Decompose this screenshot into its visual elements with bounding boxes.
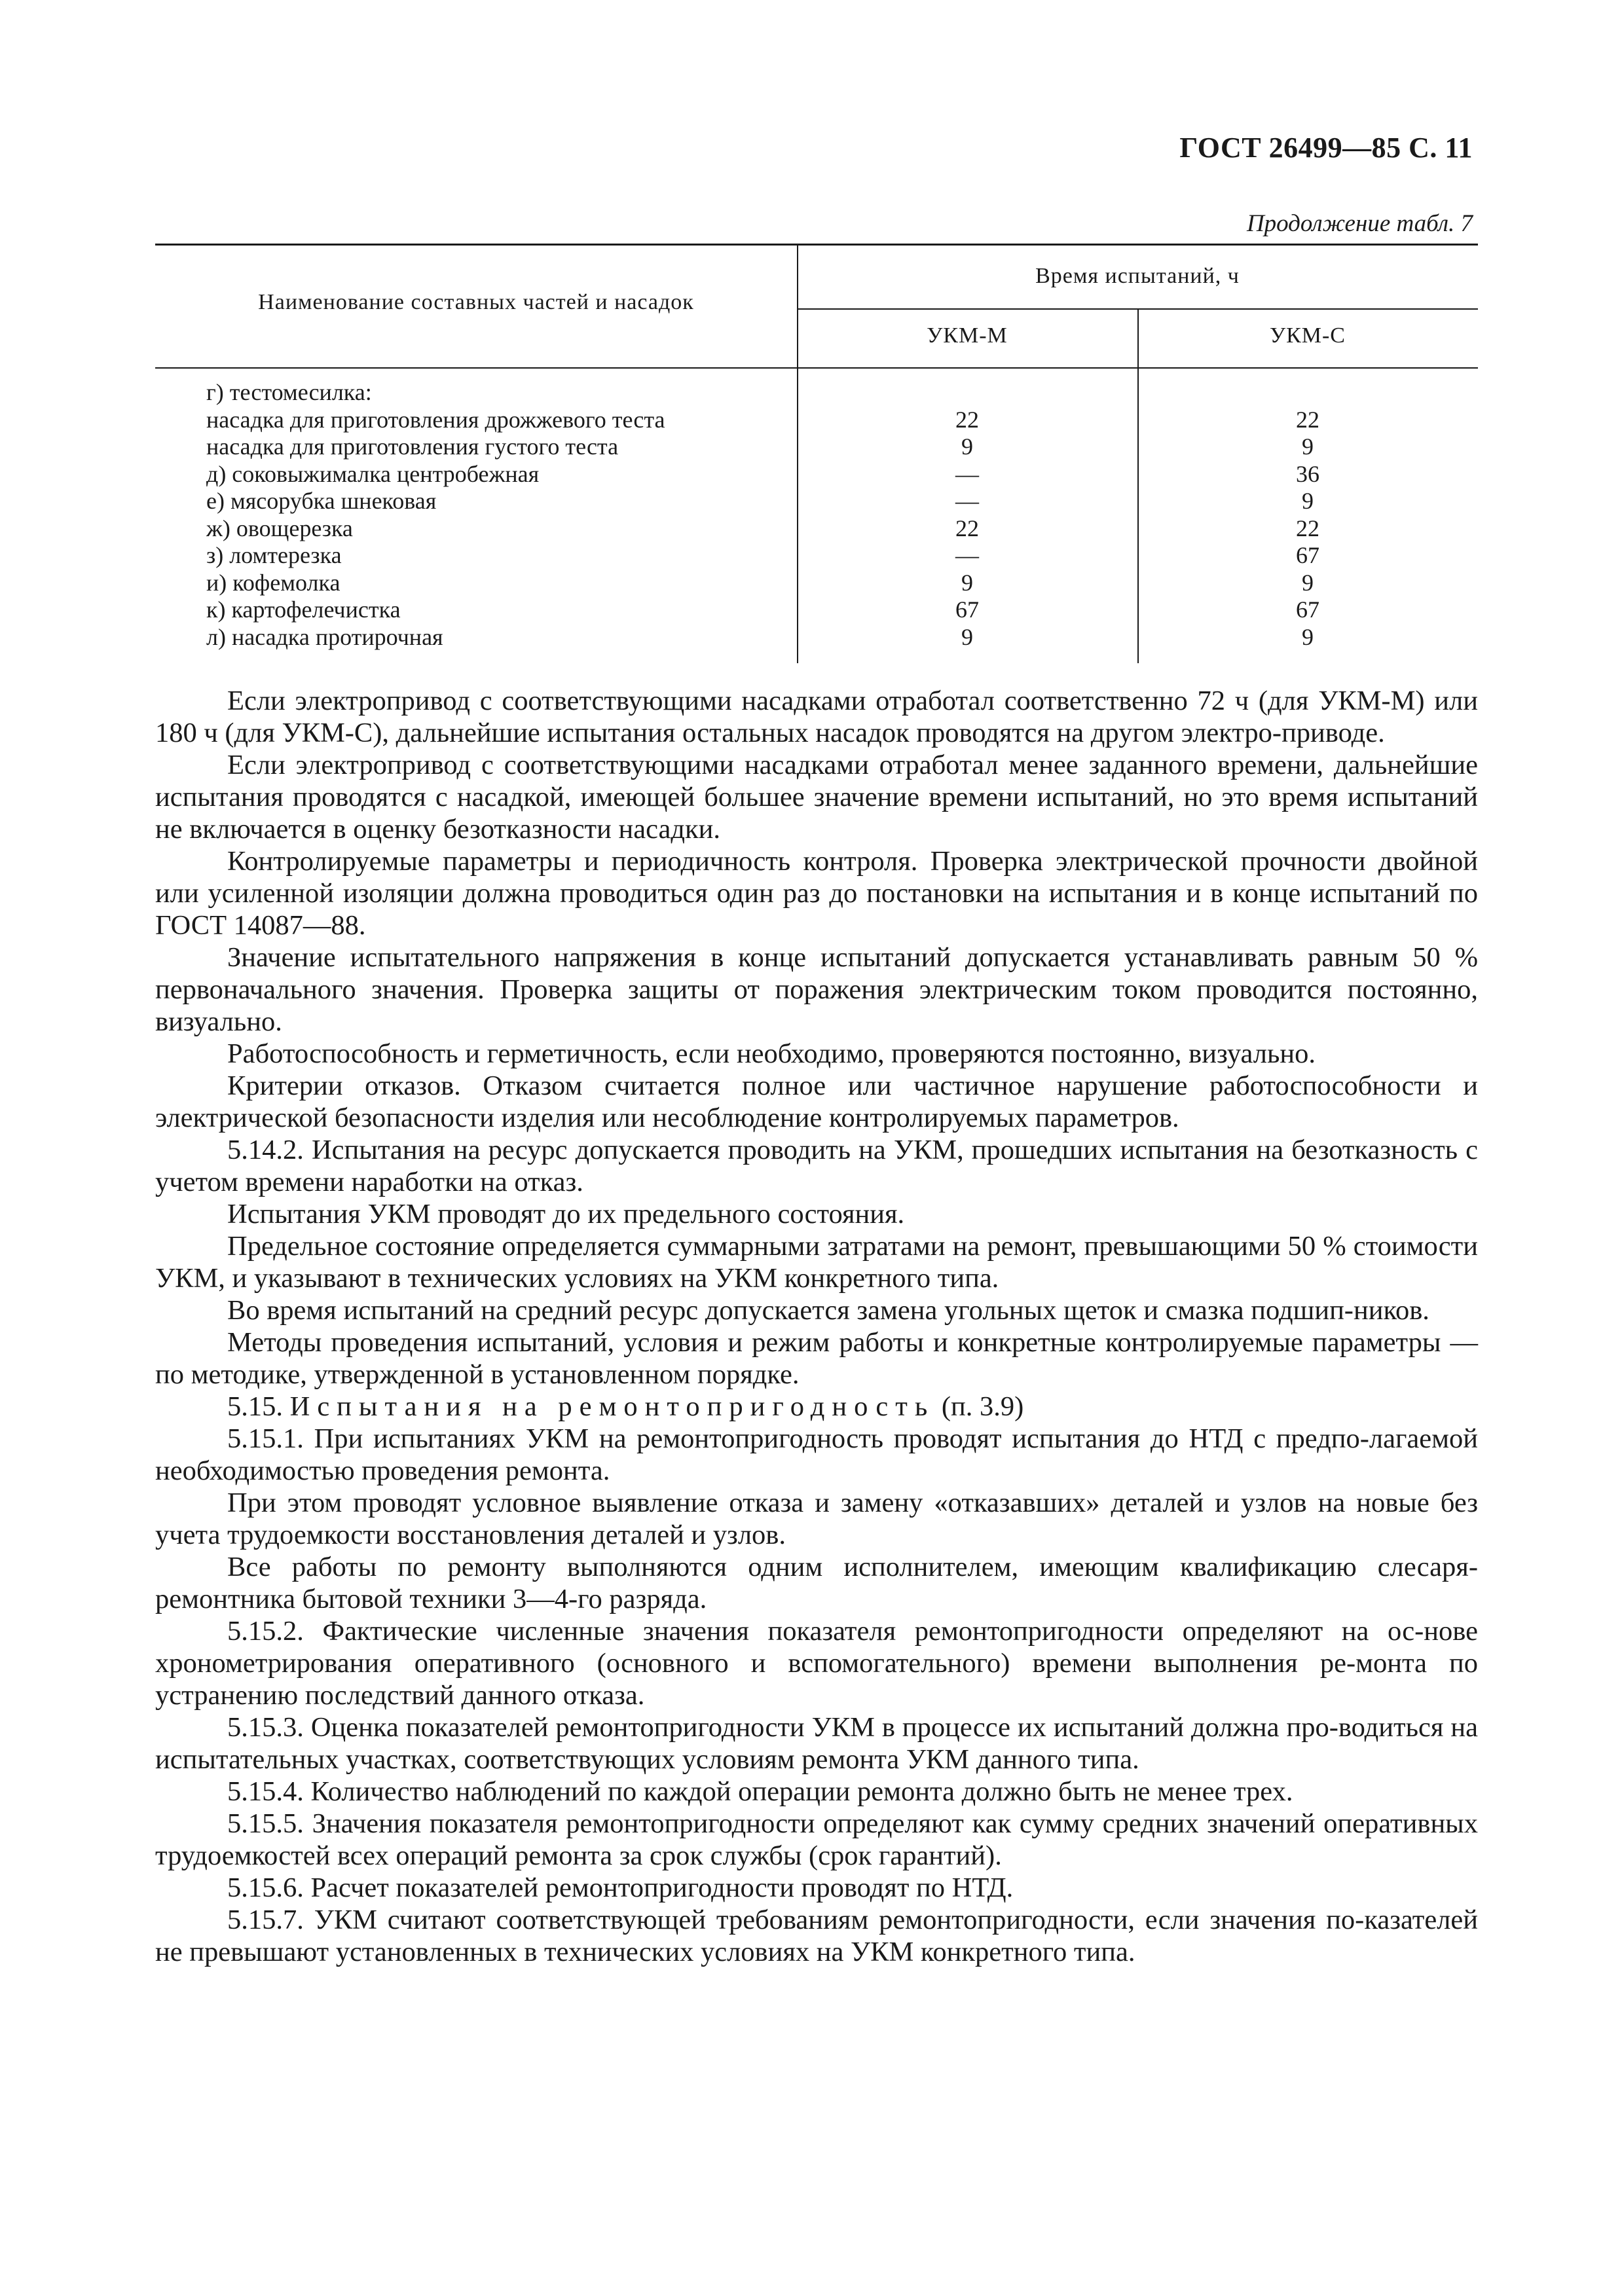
table-row xyxy=(155,515,1478,543)
row-ukm-m: — xyxy=(955,542,979,568)
paragraph: 5.15.5. Значения показателя ремонтопригодности определяют как сумму средних значений оперативных трудоемкостей всех операций ремонта за срок службы (срок гарантий). xyxy=(155,1808,1478,1871)
paragraph: 5.14.2. Испытания на ресурс допускается проводить на УКМ, прошедших испытания на безотказность с учетом времени наработки на отказ. xyxy=(155,1135,1478,1197)
row-ukm-c: 9 xyxy=(1302,569,1314,596)
paragraph: 5.15.6. Расчет показателей ремонтопригодности проводят по НТД. xyxy=(227,1872,1014,1903)
paragraph: 5.15.7. УКМ считают соответствующей требованиям ремонтопригодности, если значения по-казателей не превышают установленных в технических условиях на УКМ конкретного типа. xyxy=(155,1904,1478,1967)
paragraph: Контролируемые параметры и периодичность контроля. Проверка электрической прочности двойной или усиленной изоляции должна проводиться один раз до постановки на испытания и в конце испытаний по ГОСТ 14087—88. xyxy=(155,846,1478,941)
table-row xyxy=(155,542,1478,570)
paragraph: Критерии отказов. Отказом считается полное или частичное нарушение работоспособности и электрической безопасности изделия или несоблюдение контролируемых параметров. xyxy=(155,1070,1478,1133)
table-row xyxy=(155,379,1478,407)
row-ukm-m: 22 xyxy=(955,406,979,433)
table-header-ukm-c: УКМ-С xyxy=(1270,323,1346,348)
row-name: насадка для приготовления дрожжевого теста xyxy=(206,406,665,433)
row-ukm-c: 22 xyxy=(1296,406,1319,433)
section-number: 5.15. xyxy=(227,1391,283,1422)
table-row xyxy=(155,433,1478,461)
page-header-title: ГОСТ 26499—85 С. 11 xyxy=(1179,132,1473,164)
row-ukm-c: 9 xyxy=(1302,488,1314,514)
row-ukm-c: 9 xyxy=(1302,623,1314,650)
row-ukm-m: 9 xyxy=(961,623,973,650)
table-header-name: Наименование составных частей и насадок xyxy=(258,290,694,314)
row-name: к) картофелечистка xyxy=(206,596,401,623)
section-title: Испытания на ремонтопригодность xyxy=(289,1391,935,1422)
paragraph: Предельное состояние определяется суммарными затратами на ремонт, превышающими 50 % стоимости УКМ, и указывают в технических условиях на УКМ конкретного типа. xyxy=(155,1231,1478,1294)
row-name: е) мясорубка шнековая xyxy=(206,488,437,514)
row-ukm-m: 9 xyxy=(961,433,973,460)
section-reference: (п. 3.9) xyxy=(941,1391,1024,1422)
paragraph: Если электропривод с соответствующими насадками отработал соответственно 72 ч (для УКМ-М) или 180 ч (для УКМ-С), дальнейшие испытания остальных насадок проводятся на другом электро-приводе. xyxy=(155,685,1478,748)
body-text xyxy=(155,685,1478,1968)
table-caption: Продолжение табл. 7 xyxy=(1246,210,1473,237)
row-ukm-m: 22 xyxy=(955,515,979,541)
row-ukm-c: 67 xyxy=(1296,542,1319,568)
table-row xyxy=(155,624,1478,651)
table-header-divider xyxy=(797,308,1478,310)
table-row xyxy=(155,570,1478,597)
row-name: насадка для приготовления густого теста xyxy=(206,433,619,460)
table-header-time: Время испытаний, ч xyxy=(1035,264,1240,288)
row-name: з) ломтерезка xyxy=(206,542,342,568)
row-name: и) кофемолка xyxy=(206,569,341,596)
row-name: ж) овощерезка xyxy=(206,515,353,541)
table-header-bottom-rule xyxy=(155,367,1478,369)
paragraph: Если электропривод с соответствующими насадками отработал менее заданного времени, дальнейшие испытания проводятся с насадкой, имеющей большее значение времени испытаний, но это время испытаний не включается в оценку безотказности насадки. xyxy=(155,750,1478,845)
row-name: л) насадка протирочная xyxy=(206,623,443,650)
paragraph: 5.15.4. Количество наблюдений по каждой операции ремонта должно быть не менее трех. xyxy=(227,1776,1293,1807)
table-body xyxy=(155,379,1478,651)
table-row xyxy=(155,596,1478,624)
row-ukm-c: 36 xyxy=(1296,460,1319,487)
paragraph: Во время испытаний на средний ресурс допускается замена угольных щеток и смазка подшип-ников. xyxy=(227,1295,1429,1326)
table-row xyxy=(155,407,1478,434)
paragraph: 5.15.1. При испытаниях УКМ на ремонтопригодность проводят испытания до НТД с предпо-лагаемой необходимостью проведения ремонта. xyxy=(155,1423,1478,1486)
paragraph: Методы проведения испытаний, условия и режим работы и конкретные контролируемые параметры — по методике, утвержденной в установленном порядке. xyxy=(155,1327,1478,1390)
row-ukm-m: — xyxy=(955,488,979,514)
section-heading-5-15 xyxy=(155,1391,1478,1423)
row-ukm-m: 9 xyxy=(961,569,973,596)
paragraph: При этом проводят условное выявление отказа и замену «отказавших» деталей и узлов на новые без учета трудоемкости восстановления деталей и узлов. xyxy=(155,1487,1478,1550)
table-row xyxy=(155,488,1478,515)
row-ukm-m: — xyxy=(955,460,979,487)
table-header-ukm-m: УКМ-М xyxy=(927,323,1008,348)
row-ukm-m: 67 xyxy=(955,596,979,623)
row-name: г) тестомесилка: xyxy=(206,379,372,405)
paragraph: Испытания УКМ проводят до их предельного состояния. xyxy=(227,1199,905,1230)
row-ukm-c: 22 xyxy=(1296,515,1319,541)
paragraph: 5.15.2. Фактические численные значения показателя ремонтопригодности определяют на ос-нове хронометрирования оперативного (основного и вспомогательного) времени выполнения ре-монта по устранению последствий данного отказа. xyxy=(155,1616,1478,1711)
table-row xyxy=(155,461,1478,488)
row-name: д) соковыжималка центробежная xyxy=(206,460,540,487)
data-table xyxy=(155,244,1478,663)
row-ukm-c: 9 xyxy=(1302,433,1314,460)
paragraph: Работоспособность и герметичность, если необходимо, проверяются постоянно, визуально. xyxy=(227,1038,1316,1069)
paragraph: Все работы по ремонту выполняются одним исполнителем, имеющим квалификацию слесаря-ремонтника бытовой техники 3—4-го разряда. xyxy=(155,1552,1478,1614)
paragraph: 5.15.3. Оценка показателей ремонтопригодности УКМ в процессе их испытаний должна про-водиться на испытательных участках, соответствующих условиям ремонта УКМ данного типа. xyxy=(155,1712,1478,1775)
row-ukm-c: 67 xyxy=(1296,596,1319,623)
paragraph: Значение испытательного напряжения в конце испытаний допускается устанавливать равным 50 % первоначального значения. Проверка защиты от поражения электрическим током проводится постоянно, визуально. xyxy=(155,942,1478,1037)
